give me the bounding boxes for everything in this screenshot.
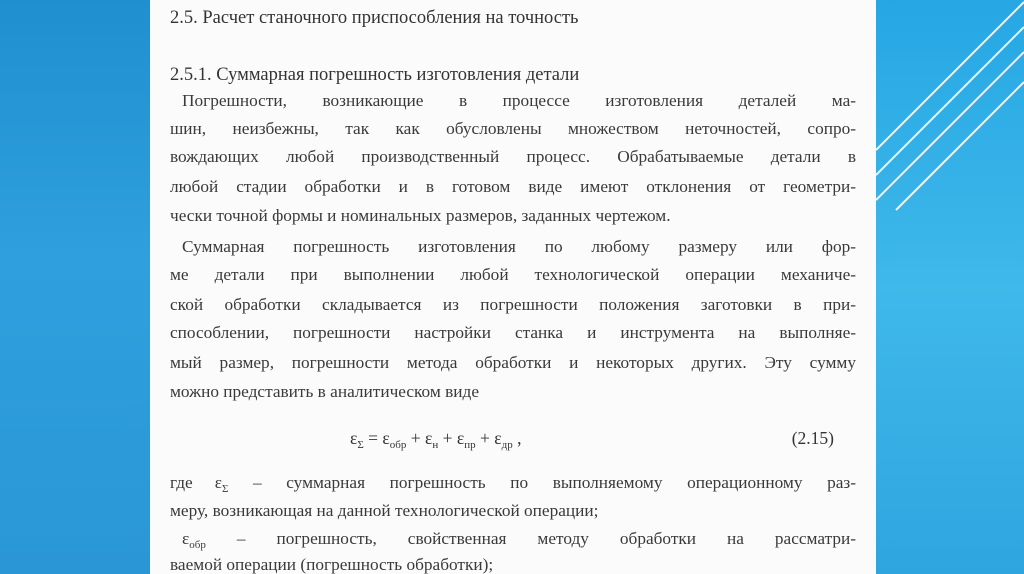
paragraph2-line: ской обработки складывается из погрешности положения заготовки в при- bbox=[170, 295, 856, 314]
paragraph2-line: ме детали при выполнении любой технологической операции механиче- bbox=[170, 265, 856, 284]
paragraph1-line: вождающих любой производственный процесс. Обрабатываемые детали в bbox=[170, 147, 856, 166]
formula-2-15 bbox=[150, 428, 876, 454]
paragraph2-line: Суммарная погрешность изготовления по любому размеру или фор- bbox=[182, 237, 856, 256]
paragraph1-line: любой стадии обработки и в готовом виде имеют отклонения от геометри- bbox=[170, 177, 856, 196]
where-line: $\varepsilon_{обр}$ – погрешность, свойственная методу обработки на рассматри- bbox=[182, 529, 856, 551]
formula-number: (2.15) bbox=[791, 428, 834, 448]
where-line: меру, возникающая на данной технологической операции; bbox=[170, 501, 599, 520]
paragraph2-line: мый размер, погрешности метода обработки и некоторых других. Эту сумму bbox=[170, 353, 856, 372]
formula-expression: $\varepsilon_\Sigma = \varepsilon_{обр} + \varepsilon_н + \varepsilon_{пр} + \varepsilon_{др}$ , bbox=[350, 428, 522, 451]
section-title: 2.5. Расчет станочного приспособления на точность bbox=[170, 8, 579, 28]
document-page bbox=[150, 0, 876, 574]
where-line: где $\varepsilon_\Sigma$ – суммарная погрешность по выполняемому операционному раз- bbox=[170, 473, 856, 495]
paragraph1-line: Погрешности, возникающие в процессе изготовления деталей ма- bbox=[182, 91, 856, 110]
diagonal-lines-decoration bbox=[876, 0, 1024, 574]
subsection-title: 2.5.1. Суммарная погрешность изготовления детали bbox=[170, 65, 580, 85]
paragraph1-line: шин, неизбежны, так как обусловлены множеством неточностей, сопро- bbox=[170, 119, 856, 138]
paragraph2-line: можно представить в аналитическом виде bbox=[170, 382, 479, 401]
left-blue-panel bbox=[0, 0, 150, 574]
paragraph1-line: чески точной формы и номинальных размеров, заданных чертежом. bbox=[170, 206, 671, 225]
paragraph2-line: способлении, погрешности настройки станка и инструмента на выполняе- bbox=[170, 323, 856, 342]
where-line: ваемой операции (погрешность обработки); bbox=[170, 555, 494, 574]
right-blue-panel bbox=[876, 0, 1024, 574]
